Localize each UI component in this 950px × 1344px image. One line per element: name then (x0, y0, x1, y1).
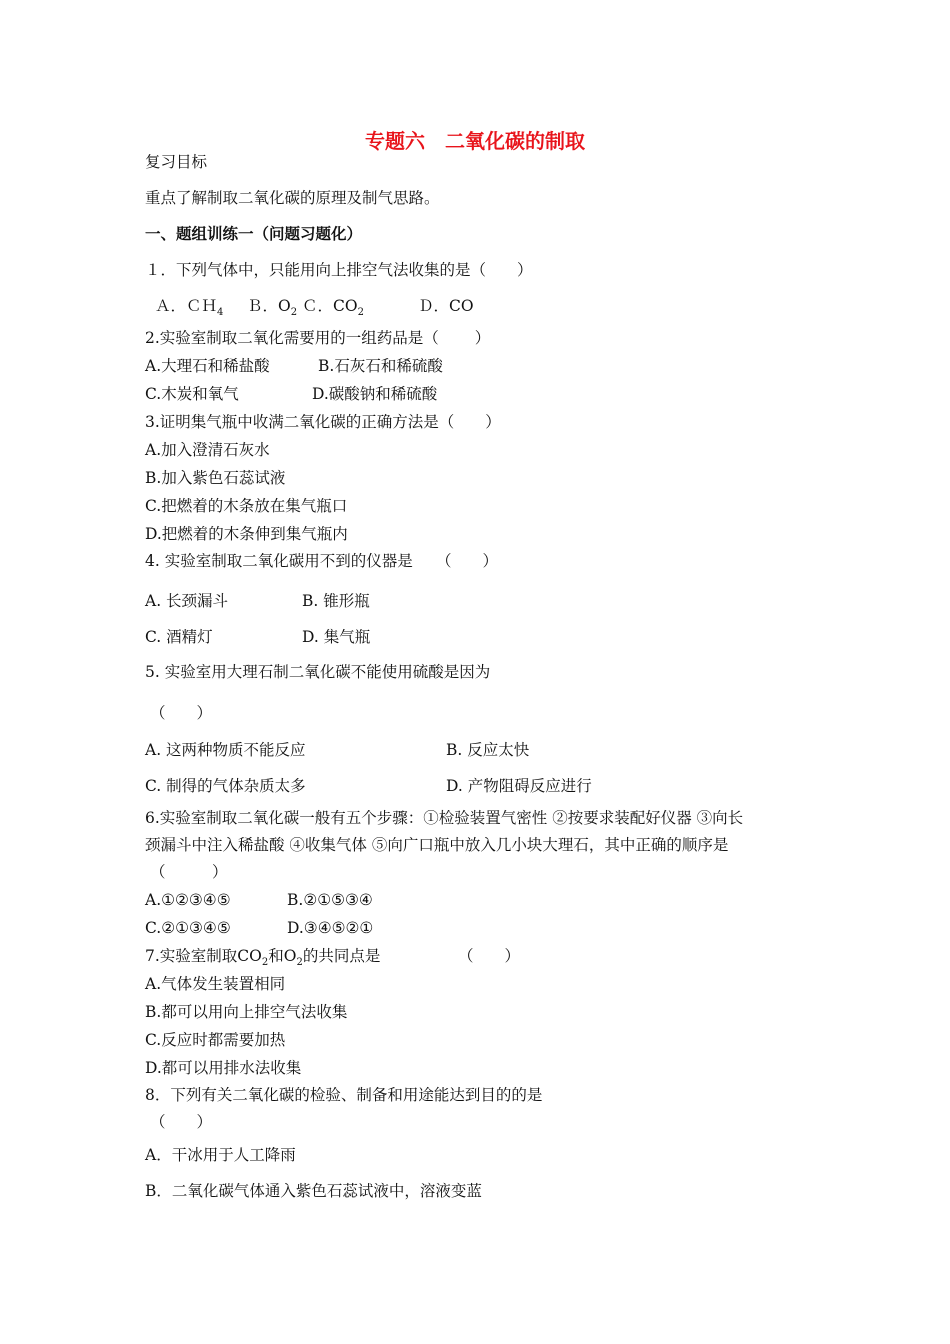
q2-stem: 2.实验室制取二氧化需要用的一组药品是（ ） (145, 329, 491, 347)
q2-option-b: B.石灰石和稀硫酸 (318, 357, 443, 375)
q7-option-c: C.反应时都需要加热 (145, 1031, 286, 1049)
q1-option-c: Ｃ．$CO_2$ (302, 297, 364, 319)
q8-stem: 8．下列有关二氧化碳的检验、制备和用途能达到目的的是 (145, 1086, 543, 1104)
q2-option-d: D.碳酸钠和稀硫酸 (312, 385, 438, 403)
q6-option-c: C.②①③④⑤ (145, 919, 231, 937)
q5-option-d: D. 产物阻碍反应进行 (446, 777, 592, 795)
q5-option-c: C. 制得的气体杂质太多 (145, 777, 306, 795)
q4-stem: 4. 实验室制取二氧化碳用不到的仪器是 （ ） (145, 552, 498, 570)
q6-answer-paren: （ ） (150, 863, 228, 881)
q5-answer-paren: （ ） (150, 704, 213, 722)
section-heading: 一、题组训练一（问题习题化） (145, 225, 363, 243)
q2-option-c: C.木炭和氧气 (145, 385, 239, 403)
q8-answer-paren: （ ） (150, 1113, 213, 1131)
q8-option-a: A．干冰用于人工降雨 (145, 1146, 296, 1164)
q1-option-a: Ａ．ＣＨ$_4$ (155, 297, 224, 319)
q5-option-b: B. 反应太快 (446, 741, 530, 759)
q3-option-c: C.把燃着的木条放在集气瓶口 (145, 497, 348, 515)
q4-option-a: A. 长颈漏斗 (145, 592, 229, 610)
review-heading: 复习目标 (145, 153, 208, 171)
q3-option-b: B.加入紫色石蕊试液 (145, 469, 286, 487)
q2-option-a: A.大理石和稀盐酸 (145, 357, 270, 375)
q1-option-b: Ｂ．$O_2$ (247, 297, 298, 319)
q3-option-d: D.把燃着的木条伸到集气瓶内 (145, 525, 348, 543)
page-title: 专题六 二氧化碳的制取 (365, 129, 585, 153)
q7-stem: 7.实验室制取$CO_2$和$O_2$的共同点是 (145, 947, 381, 969)
review-text: 重点了解制取二氧化碳的原理及制气思路。 (145, 189, 440, 207)
q8-option-b: B．二氧化碳气体通入紫色石蕊试液中，溶液变蓝 (145, 1182, 482, 1200)
q7-option-d: D.都可以用排水法收集 (145, 1059, 302, 1077)
q6-stem-line2: 颈漏斗中注入稀盐酸 ④收集气体 ⑤向广口瓶中放入几小块大理石，其中正确的顺序是 (145, 836, 729, 854)
q3-option-a: A.加入澄清石灰水 (145, 441, 270, 459)
q6-option-b: B.②①⑤③④ (287, 891, 373, 909)
q1-option-d: Ｄ．CO (418, 297, 474, 315)
q6-stem-line1: 6.实验室制取二氧化碳一般有五个步骤：①检验装置气密性 ②按要求装配好仪器 ③向长 (145, 809, 744, 827)
q4-option-b: B. 锥形瓶 (302, 592, 370, 610)
q3-stem: 3.证明集气瓶中收满二氧化碳的正确方法是（ ） (145, 413, 501, 431)
q7-answer-paren: （ ） (458, 947, 521, 965)
q4-option-c: C. 酒精灯 (145, 628, 213, 646)
q5-option-a: A. 这两种物质不能反应 (145, 741, 306, 759)
q6-option-a: A.①②③④⑤ (145, 891, 231, 909)
q7-option-b: B.都可以用向上排空气法收集 (145, 1003, 348, 1021)
q6-option-d: D.③④⑤②① (287, 919, 374, 937)
q5-stem: 5. 实验室用大理石制二氧化碳不能使用硫酸是因为 (145, 663, 491, 681)
q1-stem: １．下列气体中，只能用向上排空气法收集的是（ ） (145, 261, 533, 279)
q7-option-a: A.气体发生装置相同 (145, 975, 286, 993)
q4-option-d: D. 集气瓶 (302, 628, 371, 646)
